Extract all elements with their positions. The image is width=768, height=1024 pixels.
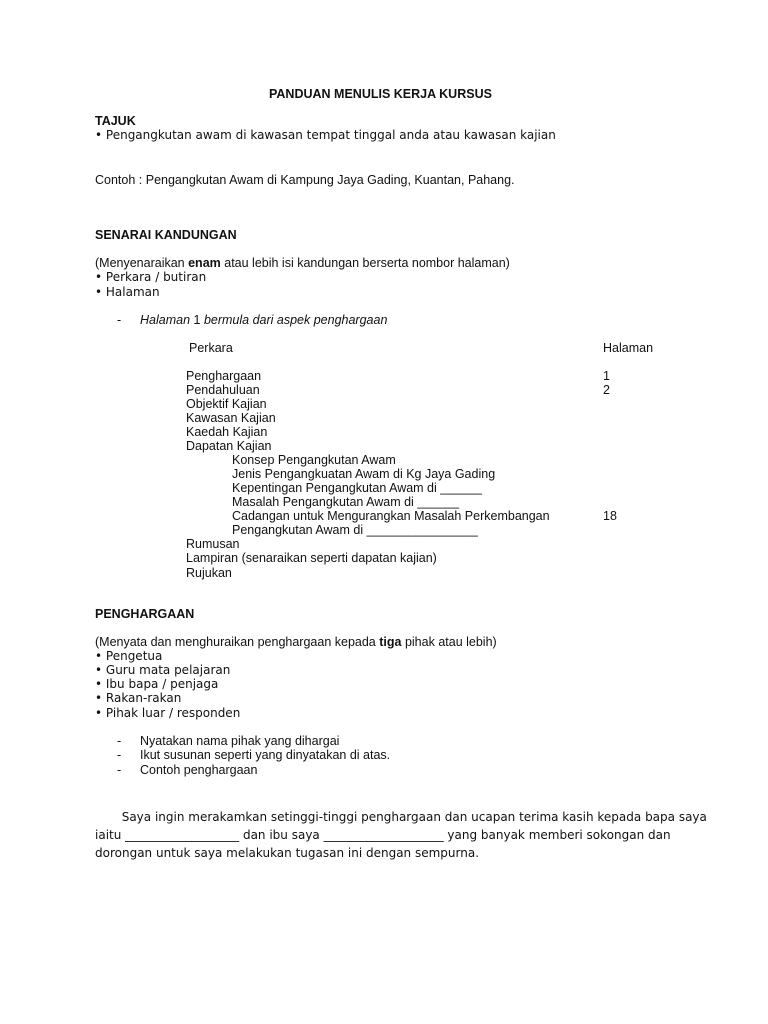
penghargaan-bullet: • Guru mata pelajaran — [95, 663, 231, 677]
paragraph-line: Saya ingin merakamkan setinggi-tinggi penghargaan dan ucapan terima kasih kepada bapa saya — [95, 810, 707, 824]
dash-marker: - — [117, 763, 122, 777]
toc-item: Penghargaan — [186, 369, 262, 383]
penghargaan-heading: PENGHARGAAN — [95, 607, 195, 621]
dash-marker: - — [117, 748, 122, 762]
toc-item: Dapatan Kajian — [186, 439, 272, 453]
senarai-intro: (Menyenaraikan enam atau lebih isi kandungan berserta nombor halaman) — [95, 256, 510, 270]
penghargaan-bullet: • Pengetua — [95, 649, 163, 663]
toc-subitem: Cadangan untuk Mengurangkan Masalah Perkembangan — [232, 509, 550, 523]
toc-item: Pendahuluan — [186, 383, 260, 397]
toc-subitem: Konsep Pengangkutan Awam — [232, 453, 396, 467]
toc-item: Rumusan — [186, 537, 240, 551]
toc-subitem: Pengangkutan Awam di ________________ — [232, 523, 478, 537]
paragraph-line: iaitu ___________________ dan ibu saya ____________________ yang banyak memberi sokongan dan — [95, 828, 671, 842]
penghargaan-paragraph — [95, 808, 707, 862]
penghargaan-bullet: • Pihak luar / responden — [95, 706, 241, 720]
dash-marker: - — [117, 734, 122, 748]
toc-subitem: Kepentingan Pengangkutan Awam di ______ — [232, 481, 482, 495]
toc-page-number: 2 — [603, 383, 610, 397]
column-header-halaman: Halaman — [603, 341, 654, 355]
toc-page-number: 1 — [603, 369, 610, 383]
tajuk-heading: TAJUK — [95, 114, 136, 128]
senarai-bullet-perkara: • Perkara / butiran — [95, 270, 207, 284]
toc-item: Lampiran (senaraikan seperti dapatan kajian) — [186, 551, 437, 565]
toc-subitem: Jenis Pengangkuatan Awam di Kg Jaya Gading — [232, 467, 496, 481]
senarai-note-dash: - — [117, 313, 122, 327]
senarai-bullet-halaman: • Halaman — [95, 285, 160, 299]
tajuk-example: Contoh : Pengangkutan Awam di Kampung Jaya Gading, Kuantan, Pahang. — [95, 173, 515, 187]
penghargaan-dash-item: Contoh penghargaan — [140, 763, 258, 777]
document-title: PANDUAN MENULIS KERJA KURSUS — [269, 87, 492, 101]
toc-item: Objektif Kajian — [186, 397, 267, 411]
senarai-note: Halaman 1 bermula dari aspek penghargaan — [140, 313, 388, 327]
toc-item: Kaedah Kajian — [186, 425, 268, 439]
penghargaan-dash-item: Ikut susunan seperti yang dinyatakan di atas. — [140, 748, 391, 762]
toc-subitem: Masalah Pengangkutan Awam di ______ — [232, 495, 460, 509]
penghargaan-bullet: • Ibu bapa / penjaga — [95, 677, 219, 691]
penghargaan-dash-item: Nyatakan nama pihak yang dihargai — [140, 734, 340, 748]
paragraph-line: dorongan untuk saya melakukan tugasan ini dengan sempurna. — [95, 846, 480, 860]
toc-item: Rujukan — [186, 566, 232, 580]
tajuk-bullet: • Pengangkutan awam di kawasan tempat tinggal anda atau kawasan kajian — [95, 128, 556, 142]
penghargaan-bullet: • Rakan-rakan — [95, 691, 182, 705]
toc-item: Kawasan Kajian — [186, 411, 276, 425]
penghargaan-intro: (Menyata dan menghuraikan penghargaan kepada tiga pihak atau lebih) — [95, 635, 497, 649]
toc-page-number: 18 — [603, 509, 617, 523]
senarai-heading: SENARAI KANDUNGAN — [95, 228, 237, 242]
column-header-perkara: Perkara — [189, 341, 233, 355]
